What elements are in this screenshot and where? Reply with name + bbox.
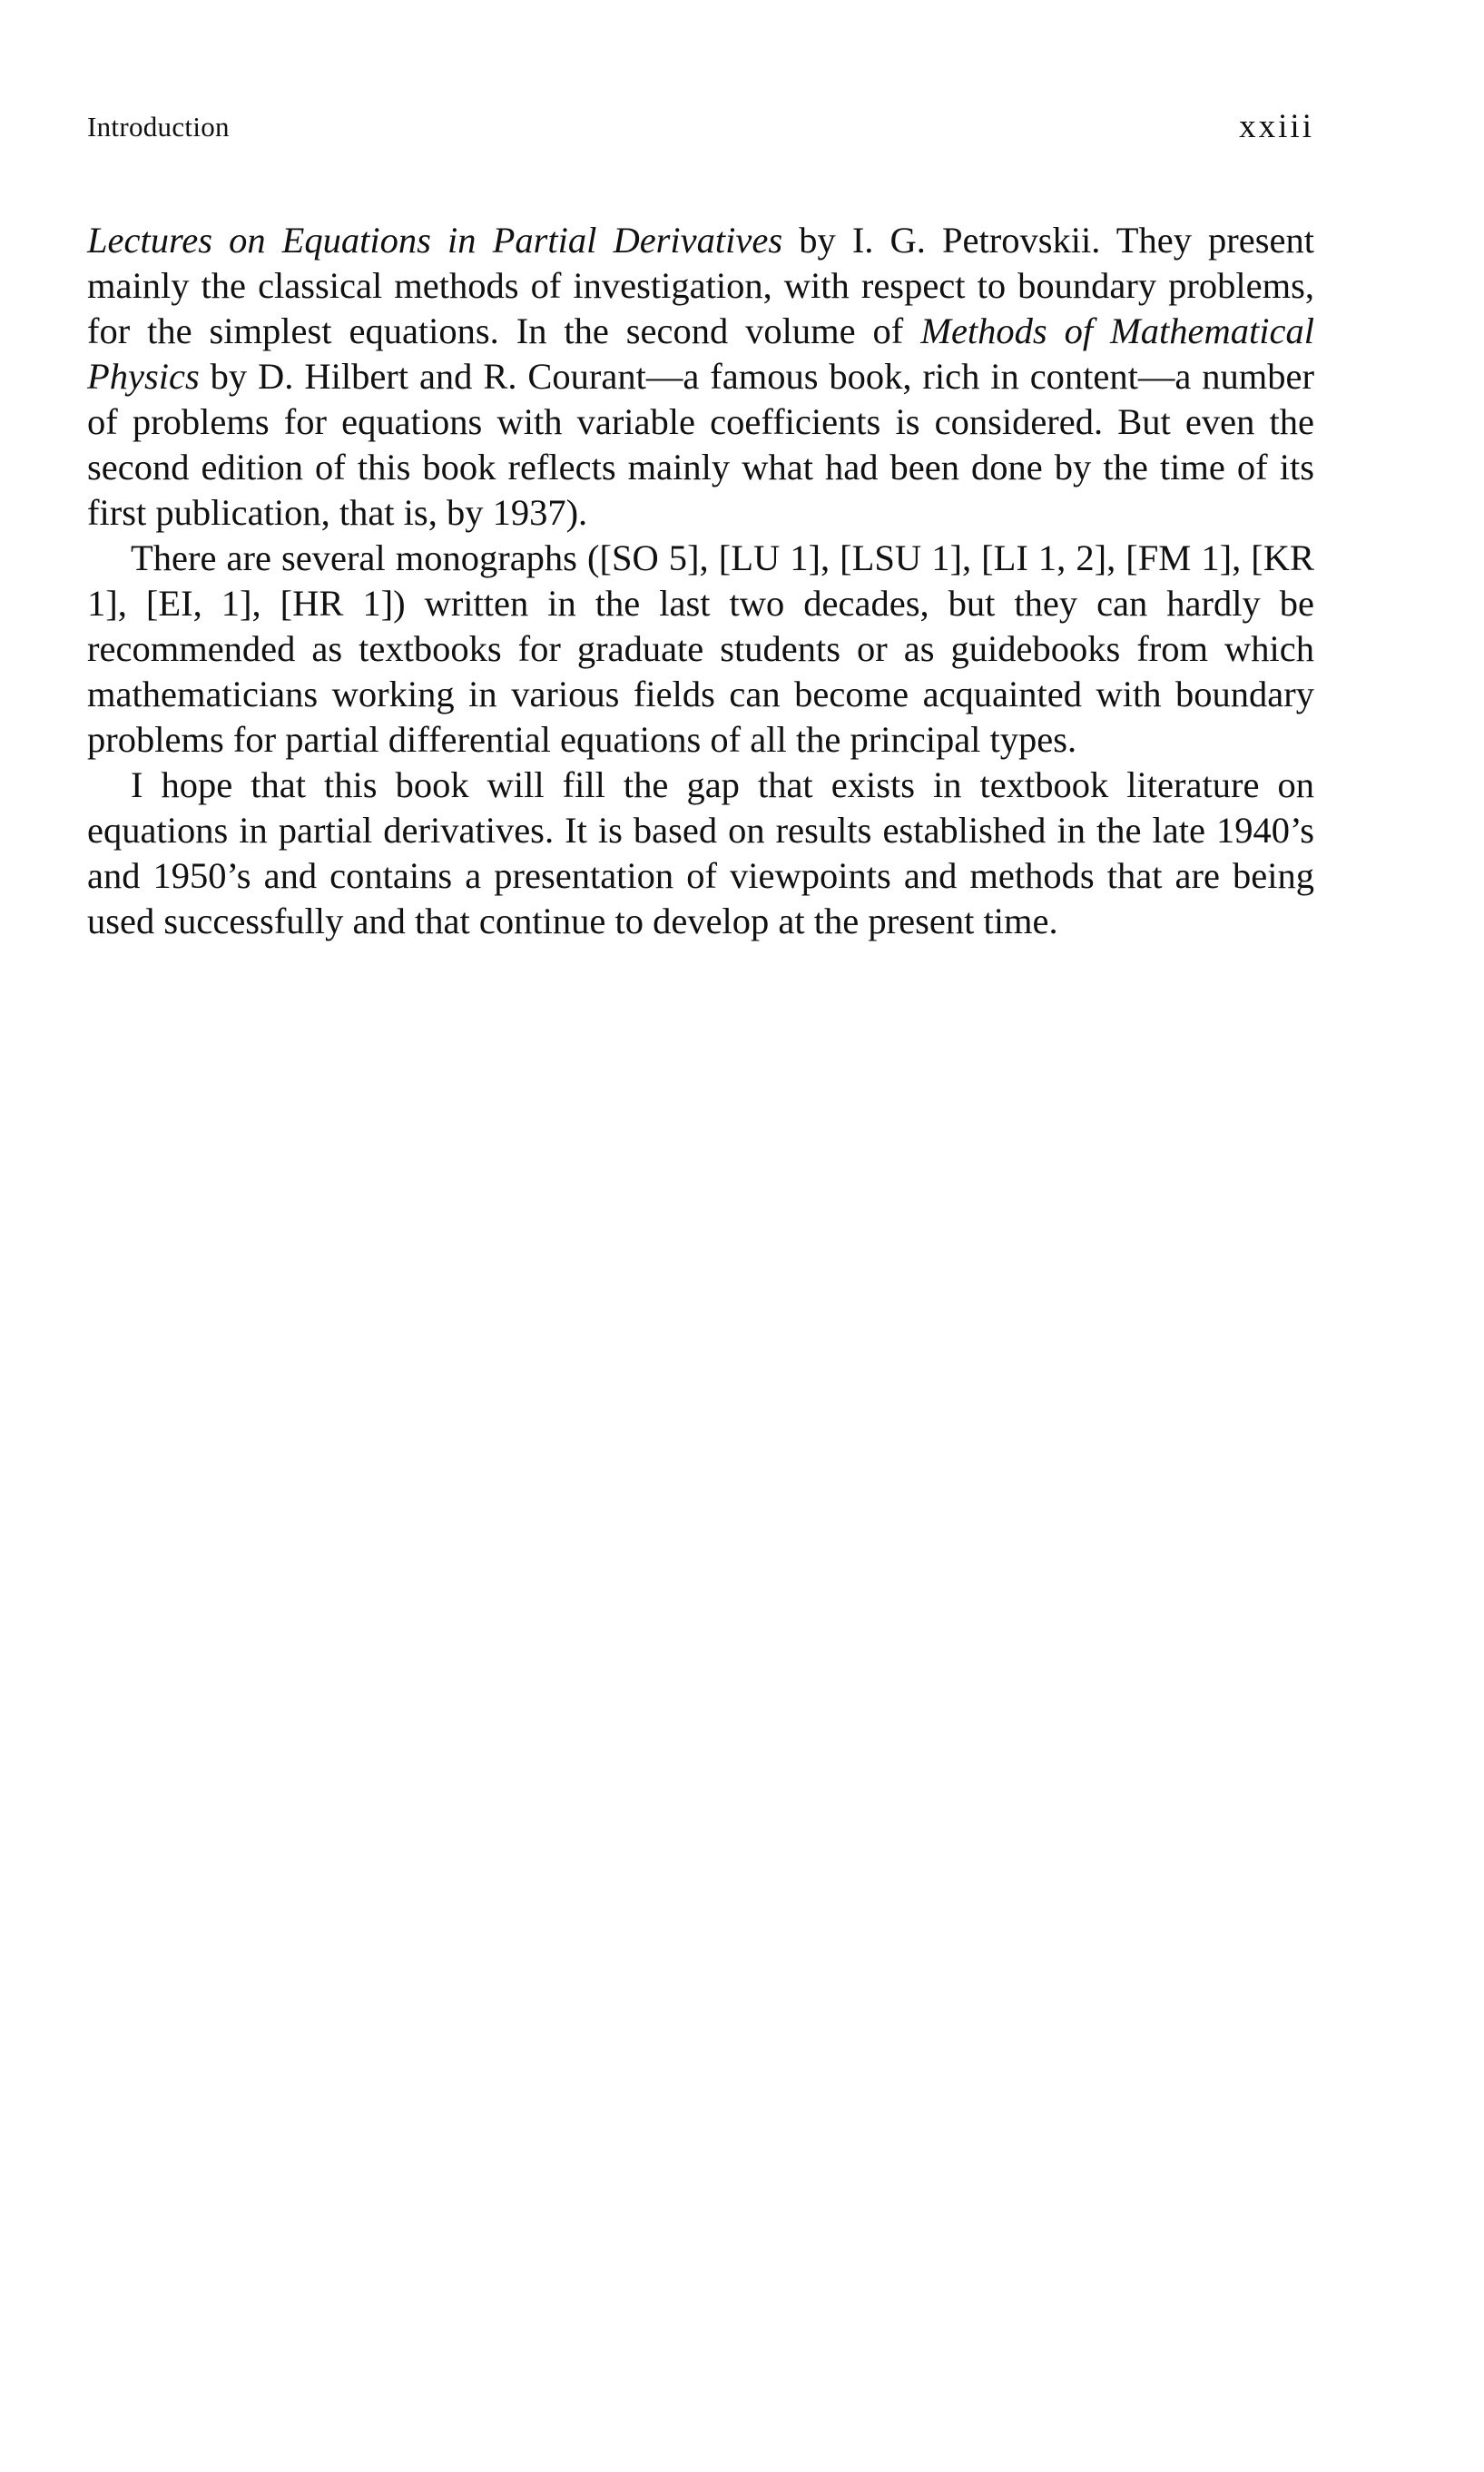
book-title-petrovskii: Lectures on Equations in Partial Derivatives (87, 220, 783, 261)
book-title-hilbert-courant: Methods of Mathematical Physics (87, 310, 1314, 397)
paragraph-3: I hope that this book will fill the gap that exists in textbook literature on equations in partial derivatives. It is based on results established in the late 1940’s and 1950’s and contains a presentation of viewpoints and methods that are being used successfully and that continue to develop at the present time. (87, 764, 1314, 941)
running-head: Introduction (87, 111, 230, 143)
body-text (87, 218, 1314, 944)
paragraph-1-text-b: by D. Hilbert and R. Courant—a famous book, rich in content—a number of problems for equations with variable coefficients is considered. But even the second edition of this book reflects mainly what had been done by the time of its first publication, that is, by 1937). (87, 356, 1314, 533)
page-number: xxiii (1239, 108, 1314, 145)
paragraph-1-text-a: by I. G. Petrovskii. They present mainly the classical methods of investigation, with respect to boundary problems, for the simplest equations. In the second volume of (87, 220, 1314, 351)
paragraph-1 (87, 218, 1314, 536)
paragraph-2: There are several monographs ([SO 5], [LU 1], [LSU 1], [LI 1, 2], [FM 1], [KR 1], [EI, 1], [HR 1]) written in the last two decades, but they can hardly be recommended as textbooks for graduate students or as guidebooks from which mathematicians working in various fields can become acquainted with boundary problems for partial differential equations of all the principal types. (87, 537, 1314, 760)
page-header (87, 107, 1314, 153)
